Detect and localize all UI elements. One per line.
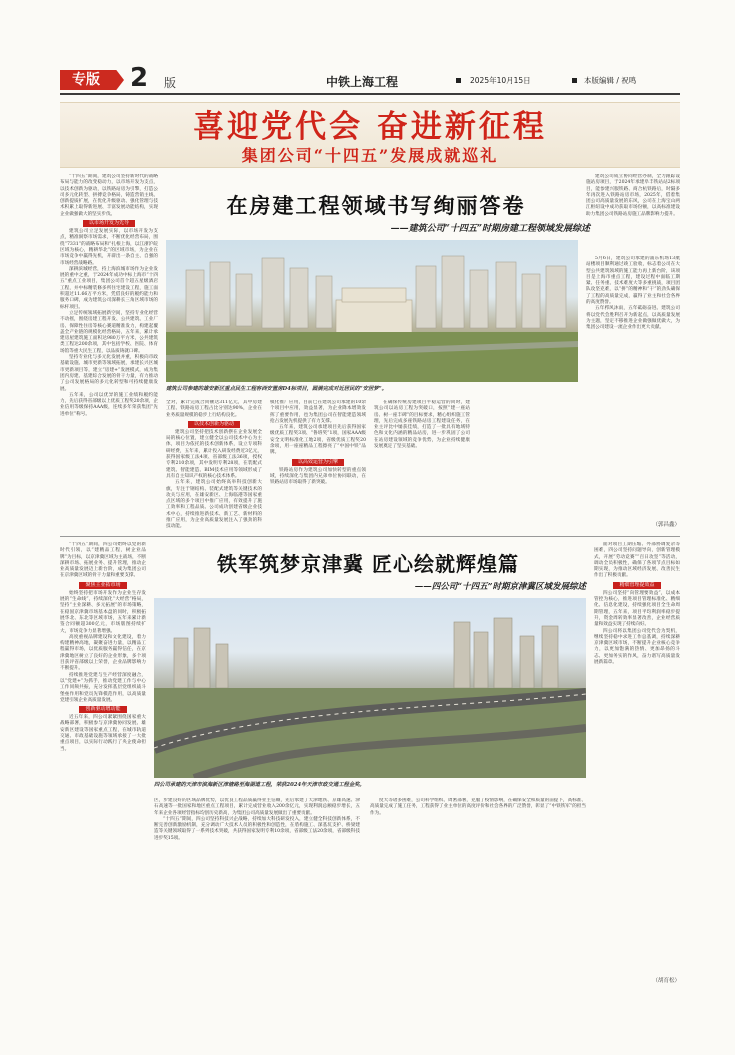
- paragraph: 五年来，建筑公司始终高举科技创新大旗，专注于钢结构、装配式建筑等关键技术的攻关与应用，在雄安新区、上海临港等国家重点区域的多个项目中推广应用，有效提升了施工效率和工程品质。公司成功创建省级企业技术中心，持续推进新技术、新工艺、新材料的推广应用，为企业高质量发展注入了强劲的科技动能。: [166, 480, 262, 530]
- article1-column-2: [166, 400, 262, 530]
- banner-title: 喜迎党代会 奋进新征程: [193, 109, 547, 145]
- article1-column-3: [270, 400, 366, 530]
- paragraph: 面对项目工期压缩、外部协调复杂等困难，四公司坚持问题导向，创新管理模式，开展“劳动竞赛”“百日攻坚”等活动，调动全员积极性，确保了各项节点目标如期实现，为推动区域经济发展、改善民生作出了积极贡献。: [594, 542, 680, 579]
- article-jingjinji: [60, 542, 680, 990]
- paragraph: “十四五”期间，四公司始终以党的新时代引领，以“建精品工程，树企业品牌”为目标，以京津冀区域为主战场，不断深耕市场、拓展业务、提升管理，推动企业高质量发展迈上新台阶，成为集团公司在京津冀区域的骨干力量和重要支撑。: [60, 542, 146, 579]
- section-heading: 精细管理提效益: [613, 582, 660, 589]
- paragraph: 全对，累计完成合同额达311亿元，其中房建工程、铁路站房工程占比分别达90%，企业在业务质量规模的稳步上行结构良化。: [166, 400, 262, 418]
- housing-project-photo: [166, 240, 578, 382]
- section-label-text: 专版: [72, 72, 100, 88]
- article1-column-4: [374, 400, 470, 530]
- paragraph: 区，步建良好的区域品牌优势，以优良工程品质赢得业主信赖，先后承建了天津地铁、京雄高速、津石高速等一批国家和地区重点工程项目，累计完成营业收入200余亿元，实现利润总额稳步增长，五年来企业各项经营指标均创历史新高，为集团公司高质量发展做出了重要贡献。: [154, 798, 360, 816]
- section-heading: 聚焦主业拓市场: [79, 582, 126, 589]
- article2-column-3: [370, 798, 586, 988]
- article1-headline: 在房建工程领域书写绚丽答卷: [226, 193, 526, 218]
- paragraph: “十四五”期间，四公司坚持科技兴企战略，持续加大科技研发投入，建立健全科技创新体系，不断完善创新激励机制，充分调动广大技术人员的积极性和创造性，在盾构施工、深基坑支护、桥梁建造等关键领域取得了一系列技术突破，共获得国家发明专利10余项，省部级工法20余项，省部级科技进步奖15项。: [154, 816, 360, 841]
- section-heading: 以市场开发为先导: [83, 220, 135, 227]
- banner: [60, 102, 680, 168]
- paragraph: 始终坚持把市场开发作为企业生存发展的“生命线”，持续深化“大经营”格局，坚持“主业深耕、多元拓展”的市场策略，在稳固京津冀市场基本盘的同时，积极拓展华北、东北等区域市场，五年来累计新签合同额超300亿元，市场版图持续扩大，市场竞争力显著增强。: [60, 590, 146, 634]
- paragraph: 建筑公司坚持把技术创新摆在企业发展全局的核心位置，建立健全以公司技术中心为主体，项目为依托的技术创新体系，设立专项科研经费，五年来，累计投入研发经费近3亿元，获得国家级工法4项、省部级工法36项，授权专利210余项，其中发明专利28项，在装配式建筑、智能建造、BIM技术应用等领域形成了具有自主知识产权的核心技术体系。: [166, 429, 262, 479]
- article2-author: （胡育松）: [652, 978, 680, 984]
- paragraph: 四公司将以集团公司党代会为契机，继续坚持稳中求进工作总基调，持续深耕京津冀区域市场，不断提升企业核心竞争力，以更加饱满的热情、更加昂扬的斗志、更加务实的作风，奋力谱写高质量发展新篇章。: [594, 628, 680, 666]
- paragraph: 五年来，公司以优异的施工业绩和履约能力，先后获得省部级以上优质工程奖20余项，企业信用等级保持AAA级，连续多年荣获集团“先进单位”称号。: [60, 392, 158, 417]
- header-rule: [60, 93, 680, 95]
- paragraph: 持续推进党建与生产经营深度融合，以“党建+”为抓手，推动党建工作与中心工作同频共振，充分发挥基层党组织战斗堡垒作用和党员先锋模范作用，以高质量党建引领企业高质量发展。: [60, 672, 146, 703]
- bridge-photo-caption: 四公司承建的天津市滨海新区津塘路至海湖道工程，荣获2024年天津市政交通工程金奖。: [154, 782, 365, 788]
- bridge-project-photo: [154, 598, 586, 778]
- paragraph: 立足传统领域拓展新空间，坚持专业化经营不动摇，围绕房建工程开发、公共建筑、工业厂房、保障性住房等核心赛道精准发力，构建起覆盖全产业链的规模化经营格局，五年来，累计承建房屋建筑施工面积达980万平方米，公共建筑类工程达200余项，其中包括学校、医院、体育场馆等重大民生工程，以品质铸就口碑。: [60, 310, 158, 354]
- paragraph: 建筑公司立足发展实际，以市场开发为支点，精准洞察市场需求，不断优化经营布局，围绕“7331”的战略布局和“扎根上海，以江浙沪皖区域为核心，精耕华北”的区域市场，为企业在市场竞争中赢得先机，开辟出一条自主、自强的市场经营战略路。: [60, 229, 158, 266]
- article-housing: [60, 174, 680, 530]
- paragraph: 5月6日，建筑公司承建的浦东机场T3航站楼项目顺利通过竣工验收，标志着公司在大型公共建筑领域的施工能力再上新台阶，该项目是上海市重点工程，建设过程中面临工期紧、任务重、技术难度大等多重挑战，项目团队攻坚克难，以“拼”的精神和“干”的劲头确保了工程的高质量完成，赢得了业主和社会各界的高度赞誉。: [586, 256, 680, 306]
- article1-author: （郭昌鑫）: [652, 522, 680, 528]
- article1-top-right-text: [586, 174, 680, 254]
- paragraph: 度大等诸多困难，公司科学组织、周密部署，克服了疫情影响，在确保安全和质量的前提下，高标准、高质量完成了施工任务，工程获得了业主单位的高度评价和社会各界的广泛赞誉，彰显了“中铁铁军”的担当作为。: [370, 798, 586, 816]
- article2-subheadline: ——四公司“十四五”时期京津冀区域发展综述: [414, 582, 586, 592]
- housing-photo-illustration: [166, 240, 578, 382]
- banner-subtitle: 集团公司“十四五”发展成就巡礼: [241, 146, 499, 165]
- article2-column-4: [594, 542, 680, 974]
- paragraph: “十四五”期间，建筑公司坚持新时代的战略布局与能力的改变稳动力，以市场开发为支点，以技术创新为驱动，以铁路站房为引擎，打造公司多元化转型、拼搏竞争格局，铸造营销主线、创新提质扩展，在优化升级驱动、强化管理与技术积累上取得新进展、丰富发展动能结构，实现企业做强做大的坚实步伐。: [60, 174, 158, 217]
- page-suffix: 版: [164, 76, 177, 90]
- page-header: [60, 63, 680, 94]
- paragraph: 近五年来，四公司紧紧围绕国家重大战略部署，积极参与京津冀协同发展、雄安新区建设等国家重点工程，在城市轨道交通、市政基础设施等领域承接了一大批重点项目，以实际行动践行了央企使命担当。: [60, 715, 146, 752]
- article-divider: [60, 536, 680, 537]
- article2-column-1: [60, 542, 146, 990]
- section-heading: 以技术创新为驱动: [188, 421, 240, 428]
- article1-column-1: [60, 174, 158, 530]
- newspaper-name: 中铁上海工程: [326, 75, 399, 89]
- section-heading: 以高效运营为引擎: [292, 459, 344, 466]
- article2-headline: 铁军筑梦京津冀 匠心绘就辉煌篇: [217, 552, 519, 576]
- paragraph: 建筑公司成立协同经营办制，全力跟踪设施站房项目，于2024年承建阜丰铁站站2标项目，能参建兴服铁路、商合杭铁路后，时隔多年再次进入铁路站房市场，2025年，借着集团公司高质量发展的东风，公司在上海宝山两江枢纽设中成功获取市场份额，以高标准建设助力集团公司铁路站房施工品牌影响力提升。: [586, 174, 680, 217]
- editor-marker-icon: [572, 78, 577, 83]
- paragraph: 在确保传统房建项目平稳运营的同时，建筑公司以站房工程为突破口，按照“建一座站房、树一座丰碑”的目标要求，精心组织施工管理，先后完成多座铁路站房工程建设任务，在业主评比中屡获佳绩，打造了一批具有地域特色和文化内涵的精品站房，进一步巩固了公司在站房建设领域的竞争优势，为企业持续健康发展奠定了坚实基础。: [374, 400, 470, 450]
- article2-column-2: [154, 798, 360, 988]
- paragraph: 高度重视品牌建设和文化建设，着力构建精神高地，凝聚奋进力量，以精品工程赢得市场，以优质服务赢得信任，在京津冀地区树立了良好的企业形象，多个项目获评省部级以上荣誉，企业品牌影响力不断提升。: [60, 634, 146, 672]
- paragraph: 深耕滨城经营，持上海滨城市场作为企业发展的重中之重，于2024年成功中标上海市“十四五”重点工业项目，集团公司首个超五星级酒店工程，并中标精装修多所住宅建设工程，施工面积超过11.66万平方米，凭借良好的履约能力和服务口碑，成为建筑公司深耕长三角区域市场的标杆项目。: [60, 266, 158, 310]
- paragraph: 五年栉风沐雨，五年砥砺奋进。建筑公司将以党代会胜利召开为新起点，以高质量发展为主题，坚定不移推进企业做强做优做大，为集团公司建设一流企业作出更大贡献。: [586, 306, 680, 331]
- article1-column-5: [586, 256, 680, 518]
- section-heading: 创新驱动增动能: [79, 706, 126, 713]
- page-number: 2: [130, 63, 149, 93]
- bridge-photo-illustration: [154, 598, 586, 778]
- paragraph: 模化推广应用，目前已在建筑公司承建的10余个项目中应用，效益显著，为企业降本增效发挥了重要作用，也为集团公司在智能建造领域抢占发展先机提供了有力支撑。: [270, 400, 366, 424]
- paragraph: 五年来，建筑公司承建项目先后获得国家级优质工程奖3项、“鲁班奖”1项，国家AAA级安全文明标准化工地2项，省级优质工程奖20余项，用一座座精品工程擦亮了“中国中铁”品牌。: [270, 425, 366, 456]
- article1-subheadline: ——建筑公司“十四五”时期房建工程领域发展综述: [390, 224, 590, 234]
- date-marker-icon: [456, 78, 461, 83]
- paragraph: 铁路站房作为建筑公司加快转型的重点领域，持续深化与集团内兄弟单位协同联动，在铁路站房市场取得了新突破。: [270, 467, 366, 486]
- paragraph: 四公司坚持“向管理要效益”，以成本管控为核心，推进项目管理标准化、精细化、信息化建设，持续强化项目全生命周期管理，五年来，项目平均利润率稳步提升，资金周转效率显著改善，企业经营质量和效益实现了持续向好。: [594, 590, 680, 628]
- issue-date: 2025年10月15日: [470, 76, 531, 85]
- paragraph: 坚持专业化与多元化发展并重，积极向市政基础设施、城市更新等领域拓展，承建长兴区城市更新项目等，建立“房建+”发展模式，成为集团内房建、基建综合发展的骨干力量，有力推动了公司发展格局的多元化转型和可持续健康发展。: [60, 355, 158, 392]
- housing-photo-caption: 建筑公司参建的雄安新区重点民生工程容西安置房D4标项目，圆满完成对近居民的“安居梦”。: [166, 386, 387, 392]
- editor-credit: 本版编辑 / 祝鸣: [584, 76, 637, 85]
